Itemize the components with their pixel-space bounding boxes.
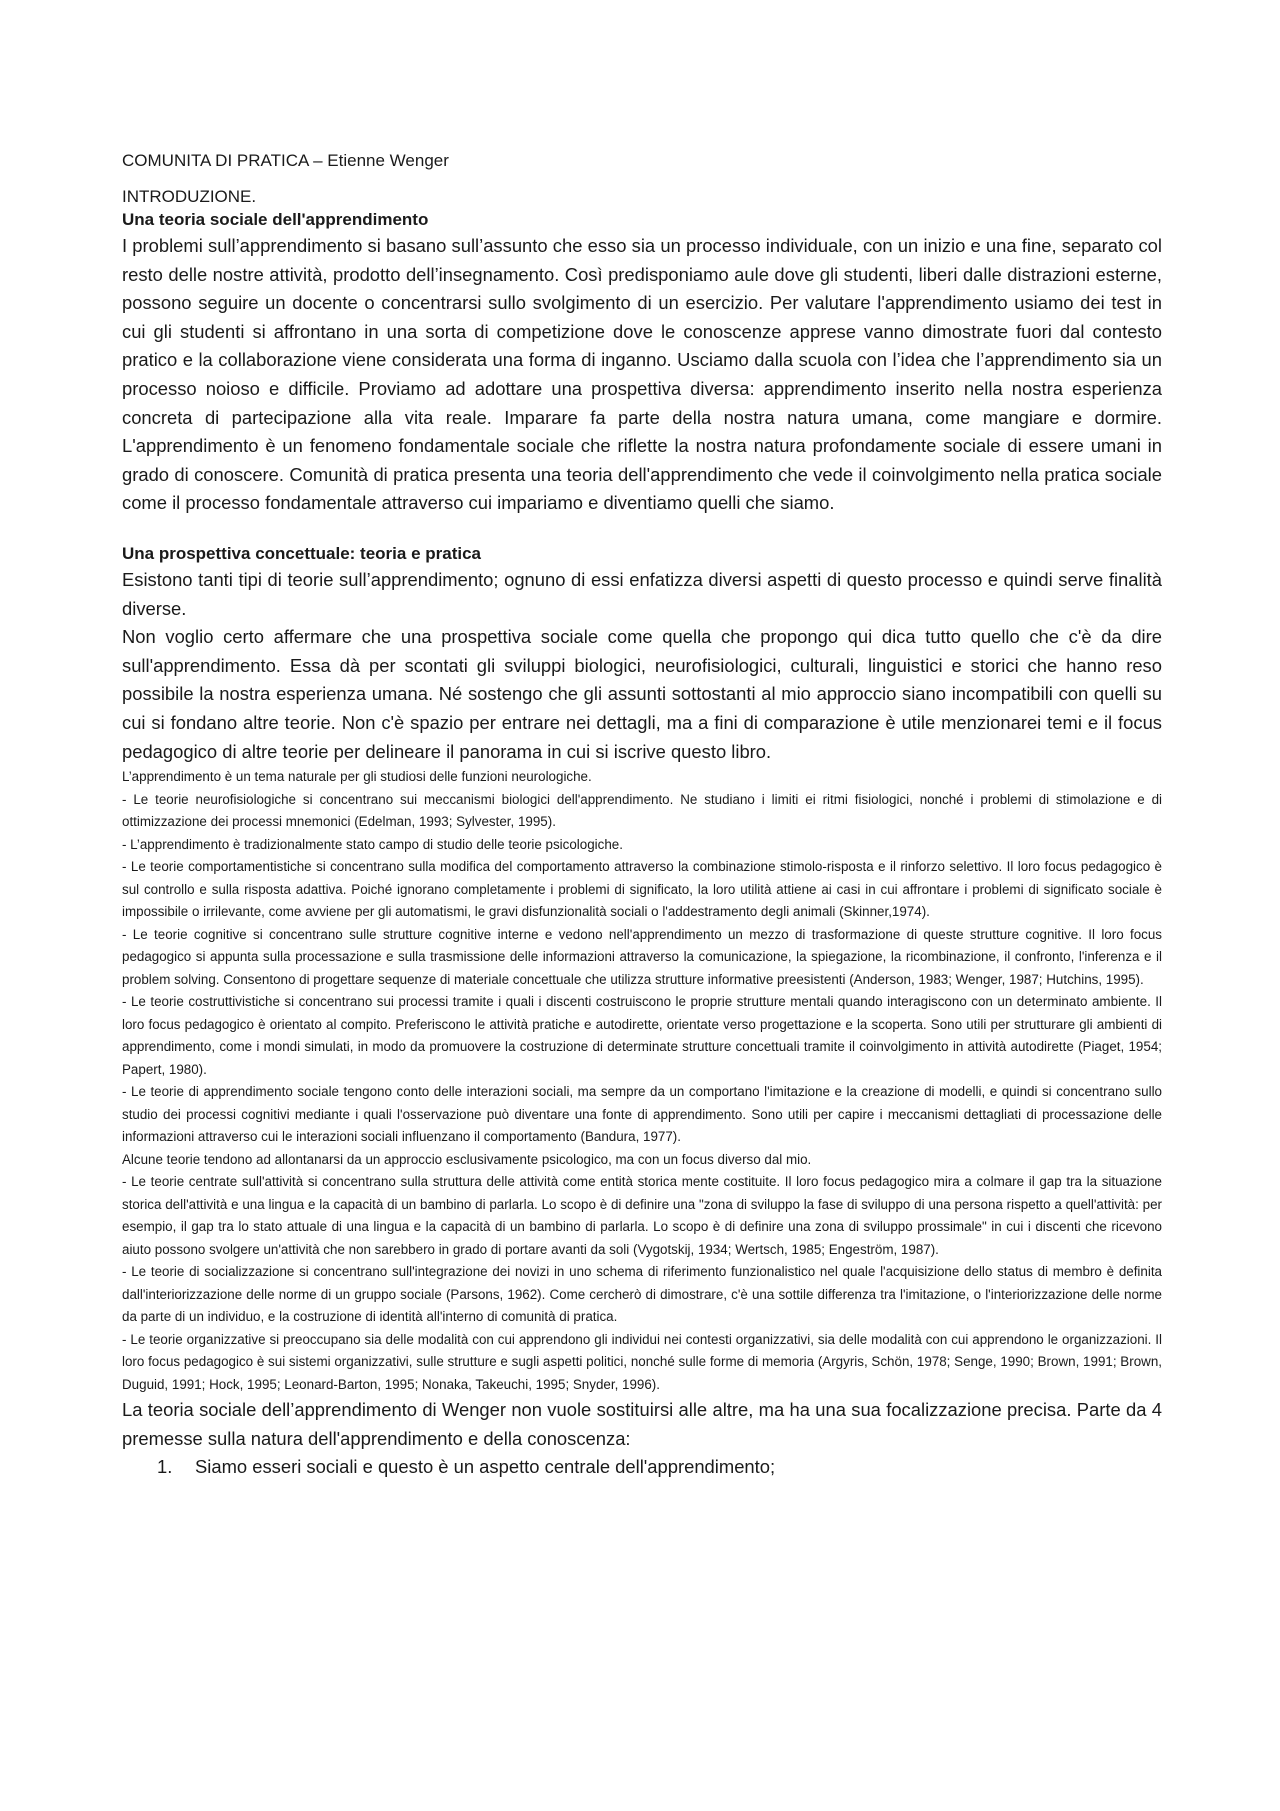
theory-paragraph: - L’apprendimento è tradizionalmente stato campo di studio delle teorie psicologiche. xyxy=(122,836,623,852)
theory-paragraph: L’apprendimento è un tema naturale per gli studiosi delle funzioni neurologiche. xyxy=(122,769,592,785)
theory-paragraph: - Le teorie di socializzazione si concentrano sull'integrazione dei novizi in uno schema di riferimento funzionalistico nel quale l'acquisizione dello status di membro è definita dall'interiorizzazione delle norme di un gruppo sociale (Parsons, 1962). Come cercherò di dimostrare, c'è una sottile differenza tra l'imitazione, o l'interiorizzazione delle norme da parte di un individuo, e la costruzione di identità all'interno di comunità di pratica. xyxy=(122,1264,1162,1325)
document-title: COMUNITA DI PRATICA – Etienne Wenger xyxy=(122,151,449,170)
theory-paragraph: - Le teorie di apprendimento sociale tengono conto delle interazioni sociali, ma sempre da un comportano l'imitazione e la creazione di modelli, e quindi si concentrano sullo studio dei processi cognitivi mediante i quali l'osservazione può diventare una fonte di apprendimento. Sono utili per capire i meccanismi dettagliati di processazione delle informazioni attraverso cui le interazioni sociali influenzano il comportamento (Bandura, 1977). xyxy=(122,1084,1162,1145)
section-heading-2: Una prospettiva concettuale: teoria e pratica xyxy=(122,543,481,563)
list-item xyxy=(122,1453,1162,1482)
theory-paragraph: - Le teorie neurofisiologiche si concentrano sui meccanismi biologici dell'apprendimento. Ne studiano i limiti ei ritmi fisiologici, nonché i problemi di stimolazione e di ottimizzazione dei processi mnemonici (Edelman, 1993; Sylvester, 1995). xyxy=(122,791,1162,830)
section-spacer xyxy=(122,518,1162,542)
theory-paragraph: - Le teorie centrate sull'attività si concentrano sulla struttura delle attività come entità storica mente costituite. Il loro focus pedagogico mira a colmare il gap tra la situazione storica dell'attività e una lingua e la capacità di un bambino di parlarla. Lo scopo è di definire una "zona di sviluppo la fase di sviluppo di una persona rispetto a quell'attività: per esempio, il gap tra lo stato attuale di una lingua e la capacità di un bambino di parlarla. Lo scopo è di definire una zona di sviluppo prossimale" in cui i discenti che ricevono aiuto possono svolgere un'attività che non sarebbero in grado di portare avanti da soli (Vygotskij, 1934; Wertsch, 1985; Engeström, 1987). xyxy=(122,1174,1162,1257)
theory-paragraph: - Le teorie cognitive si concentrano sulle strutture cognitive interne e vedono nell'apprendimento un mezzo di trasformazione di queste strutture cognitive. Il loro focus pedagogico si appunta sulla processazione e sulla trasmissione delle informazioni attraverso la comunicazione, la spiegazione, la ricombinazione, il confronto, l'inferenza e il problem solving. Consentono di progettare sequenze di materiale concettuale che utilizza strutture informative preesistenti (Anderson, 1983; Wenger, 1987; Hutchins, 1995). xyxy=(122,926,1162,987)
theory-paragraph: Alcune teorie tendono ad allontanarsi da un approccio esclusivamente psicologico, ma con un focus diverso dal mio. xyxy=(122,1151,812,1167)
premises-list xyxy=(122,1453,1162,1482)
section-2-paragraph-2: Non voglio certo affermare che una prospettiva sociale come quella che propongo qui dica tutto quello che c'è da dire sull'apprendimento. Essa dà per scontati gli sviluppi biologici, neurofisiologici, culturali, linguistici e storici che hanno reso possibile la nostra esperienza umana. Né sostengo che gli assunti sottostanti al mio approccio siano incompatibili con quelli su cui si fondano altre teorie. Non c'è spazio per entrare nei dettagli, ma a fini di comparazione è utile menzionarei temi e il focus pedagogico di altre teorie per delineare il panorama in cui si iscrive questo libro. xyxy=(122,626,1162,762)
theories-overview xyxy=(122,766,1162,1396)
list-item-number: 1. xyxy=(157,1456,173,1478)
intro-label: INTRODUZIONE. xyxy=(122,187,257,206)
section-1-body: I problemi sull’apprendimento si basano sull’assunto che esso sia un processo individuale, con un inizio e una fine, separato col resto delle nostre attività, prodotto dell’insegnamento. Così predisponiamo aule dove gli studenti, liberi dalle distrazioni esterne, possono seguire un docente o concentrarsi sullo svolgimento di un esercizio. Per valutare l'apprendimento usiamo dei test in cui gli studenti si affrontano in una sorta di competizione dove le conoscenze apprese vanno dimostrate fuori dal contesto pratico e la collaborazione viene considerata una forma di inganno. Usciamo dalla scuola con l’idea che l’apprendimento sia un processo noioso e difficile. Proviamo ad adottare una prospettiva diversa: apprendimento inserito nella nostra esperienza concreta di partecipazione alla vita reale. Imparare fa parte della nostra natura umana, come mangiare e dormire. L'apprendimento è un fenomeno fondamentale sociale che riflette la nostra natura profondamente sociale di essere umani in grado di conoscere. Comunità di pratica presenta una teoria dell'apprendimento che vede il coinvolgimento nella pratica sociale come il processo fondamentale attraverso cui impariamo e diventiamo quelli che siamo. xyxy=(122,235,1162,514)
closing-paragraph: La teoria sociale dell’apprendimento di Wenger non vuole sostituirsi alle altre, ma ha una sua focalizzazione precisa. Parte da 4 premesse sulla natura dell'apprendimento e della conoscenza: xyxy=(122,1399,1162,1449)
theory-paragraph: - Le teorie organizzative si preoccupano sia delle modalità con cui apprendono gli individui nei contesti organizzativi, sia delle modalità con cui apprendono le organizzazioni. Il loro focus pedagogico è sui sistemi organizzativi, sulle strutture e sugli aspetti politici, nonché sulle forme di memoria (Argyris, Schön, 1978; Senge, 1990; Brown, 1991; Brown, Duguid, 1991; Hock, 1995; Leonard-Barton, 1995; Nonaka, Takeuchi, 1995; Snyder, 1996). xyxy=(122,1331,1162,1392)
section-heading-1: Una teoria sociale dell'apprendimento xyxy=(122,210,429,229)
theory-paragraph: - Le teorie comportamentistiche si concentrano sulla modifica del comportamento attraverso la combinazione stimolo-risposta e il rinforzo selettivo. Il loro focus pedagogico è sul controllo e sulla risposta adattiva. Poiché ignorano completamente i problemi di significato, la loro utilità attiene ai casi in cui affrontare i problemi di significato sociale è impossibile o irrilevante, come avviene per gli automatismi, le gravi disfunzionalità sociali o l'addestramento degli animali (Skinner,1974). xyxy=(122,859,1162,920)
theory-paragraph: - Le teorie costruttivistiche si concentrano sui processi tramite i quali i discenti costruiscono le proprie strutture mentali quando interagiscono con un determinato ambiente. Il loro focus pedagogico è orientato al compito. Preferiscono le attività pratiche e autodirette, orientate verso progettazione e la scoperta. Sono utili per strutturare gli ambienti di apprendimento, come i mondi simulati, in modo da promuovere la costruzione di determinate strutture concettuali tramite il coinvolgimento in attività autodirette (Piaget, 1954; Papert, 1980). xyxy=(122,994,1162,1077)
document-page xyxy=(122,150,1162,1482)
list-item-text: Siamo esseri sociali e questo è un aspetto centrale dell'apprendimento; xyxy=(195,1456,776,1478)
section-2-paragraph-1: Esistono tanti tipi di teorie sull’apprendimento; ognuno di essi enfatizza diversi aspetti di questo processo e quindi serve finalità diverse. xyxy=(122,568,1162,619)
